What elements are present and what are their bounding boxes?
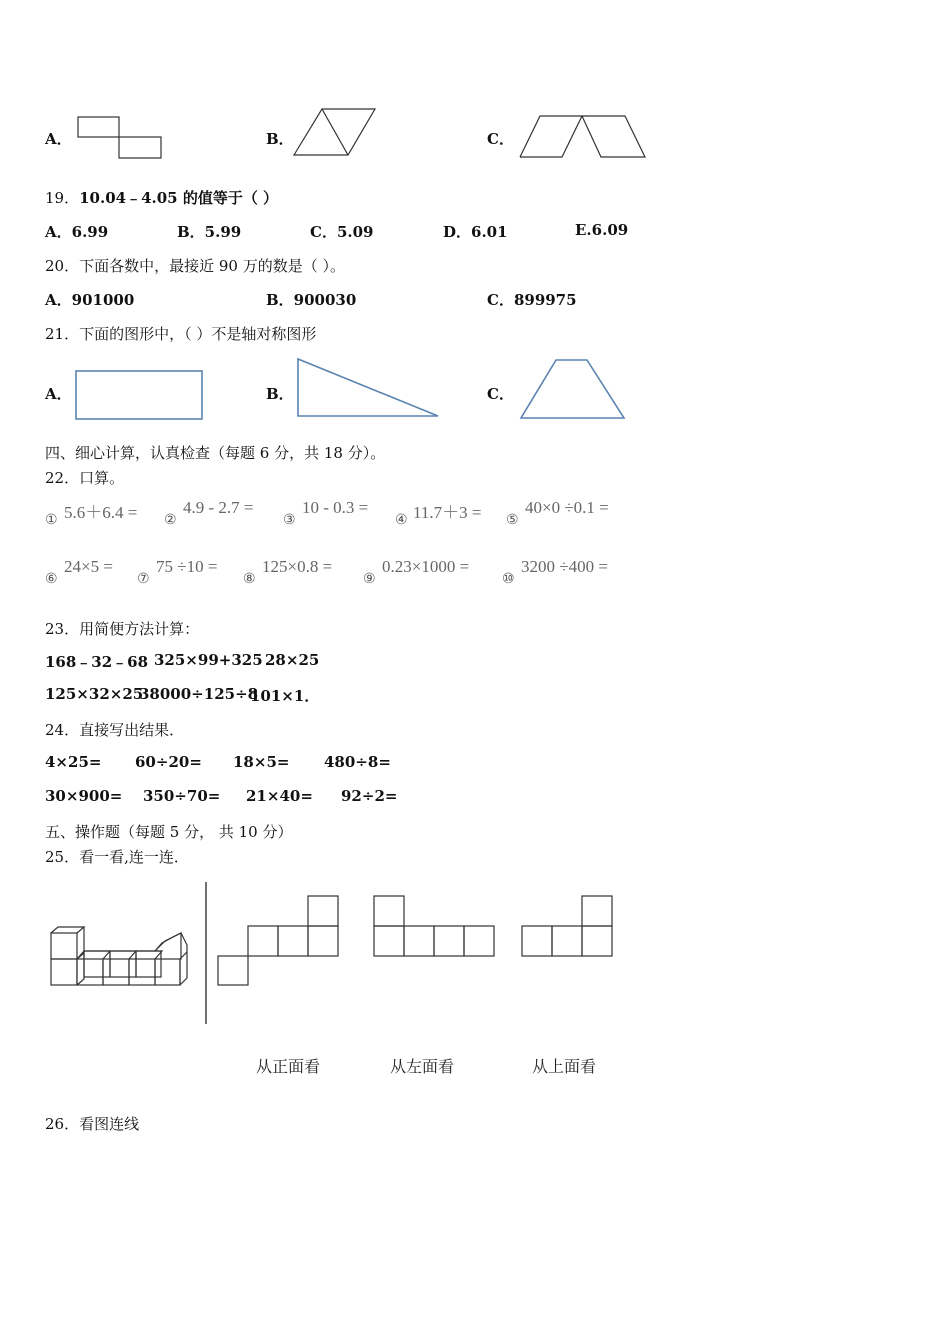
section5-heading: 五、操作题（每题 5 分， 共 10 分） (45, 823, 293, 841)
trapezoid-icon (516, 355, 631, 423)
q22-index: ⑩ (502, 571, 515, 587)
q21-option-a-letter: A． (45, 385, 72, 403)
q18-option-b-letter: B． (266, 130, 294, 148)
q23-expression: 28×25 (265, 651, 320, 669)
q22-index: ④ (395, 512, 408, 528)
q19-number: 19． (45, 189, 80, 207)
q21-option-b-letter: B． (266, 385, 294, 403)
q24-question (45, 719, 184, 740)
section4-heading: 四、细心计算，认真检查（每题 6 分，共 18 分）。 (45, 444, 386, 462)
q20-number: 20． (45, 257, 80, 275)
q23-number: 23． (45, 620, 80, 638)
q19-option-e: E.6.09 (575, 221, 629, 239)
q19-text: 10.04﹣4.05 的值等于（ ） (79, 189, 279, 207)
q20-option-a: A．901000 (45, 291, 135, 309)
q23-text: 用简便方法计算： (79, 620, 200, 638)
two-offset-rectangles-icon (70, 110, 170, 162)
view-grid-staircase (217, 894, 342, 986)
q22-expression: 4.9 - 2.7 = (183, 498, 254, 517)
q22-text: 口算。 (79, 469, 125, 487)
q22-index: ⑥ (45, 571, 58, 587)
vertical-divider (203, 880, 209, 1026)
q25-text: 看一看,连一连． (79, 848, 189, 866)
rectangle-icon (72, 367, 207, 425)
q22-expression: 75 ÷10 = (156, 557, 218, 576)
q24-expression: 18×5= (233, 753, 290, 771)
q22-index: ③ (283, 512, 296, 528)
q25-number: 25． (45, 848, 80, 866)
q22-question (45, 467, 124, 488)
q22-expression: 3200 ÷400 = (521, 557, 608, 576)
q25-question (45, 846, 189, 867)
q24-expression: 21×40= (246, 787, 313, 805)
q22-expression: 10 - 0.3 = (302, 498, 369, 517)
q22-expression: 24×5 = (64, 557, 113, 576)
q22-number: 22． (45, 469, 80, 487)
q18-option-c-letter: C． (487, 130, 514, 148)
q22-index: ⑧ (243, 571, 256, 587)
caption-left-view: 从左面看 (390, 1057, 455, 1076)
q22-expression: 0.23×1000 = (382, 557, 470, 576)
cube-stack-3d-figure (45, 925, 190, 995)
q23-expression: 325×99+325 (154, 651, 263, 669)
q20-option-c: C．899975 (487, 291, 577, 309)
caption-front-view: 从正面看 (256, 1057, 321, 1076)
q22-index: ⑦ (137, 571, 150, 587)
q21-option-c-letter: C． (487, 385, 514, 403)
zigzag-parallelograms-icon (515, 110, 650, 162)
q24-expression: 60÷20= (135, 753, 202, 771)
q22-expression: 11.7＋3 = (413, 503, 482, 522)
q23-expression: 125×32×25 (45, 685, 144, 703)
q21-number: 21． (45, 325, 80, 343)
q22-index: ② (164, 512, 177, 528)
q22-expression: 40×0 ÷0.1 = (525, 498, 609, 517)
q24-expression: 92÷2= (341, 787, 398, 805)
q24-expression: 480÷8= (324, 753, 391, 771)
q24-expression: 4×25= (45, 753, 102, 771)
q23-expression: 101×1． (250, 687, 320, 705)
q20-option-b: B．900030 (266, 291, 357, 309)
caption-top-view: 从上面看 (532, 1057, 597, 1076)
q24-text: 直接写出结果． (79, 721, 185, 739)
q20-question (45, 255, 345, 276)
q18-option-a-letter: A． (45, 130, 72, 148)
q26-text: 看图连线 (79, 1115, 140, 1133)
view-grid-four-with-top-left (372, 894, 498, 958)
q22-index: ① (45, 512, 58, 528)
q23-question (45, 618, 199, 639)
q20-text: 下面各数中，最接近 90 万的数是（ ）。 (79, 257, 345, 275)
q23-expression: 168﹣32﹣68 (45, 653, 149, 671)
q26-question (45, 1113, 139, 1134)
q26-number: 26． (45, 1115, 80, 1133)
view-grid-three-with-top-right (521, 894, 617, 958)
q19-option-b: B．5.99 (177, 223, 242, 241)
q22-index: ⑨ (363, 571, 376, 587)
q19-question (45, 187, 278, 208)
q24-number: 24． (45, 721, 80, 739)
q22-expression: 5.6＋6.4 = (64, 503, 138, 522)
q23-expression: 38000÷125÷8 (139, 685, 259, 703)
q22-index: ⑤ (506, 512, 519, 528)
q21-question (45, 323, 316, 344)
q24-expression: 30×900= (45, 787, 123, 805)
right-triangle-icon (294, 355, 446, 423)
q21-text: 下面的图形中，（ ）不是轴对称图形 (79, 325, 317, 343)
q19-option-c: C．5.09 (310, 223, 374, 241)
q24-expression: 350÷70= (143, 787, 221, 805)
q19-option-a: A．6.99 (45, 223, 109, 241)
q19-option-d: D．6.01 (443, 223, 508, 241)
parallelogram-with-diagonal-icon (290, 104, 380, 160)
q22-expression: 125×0.8 = (262, 557, 333, 576)
